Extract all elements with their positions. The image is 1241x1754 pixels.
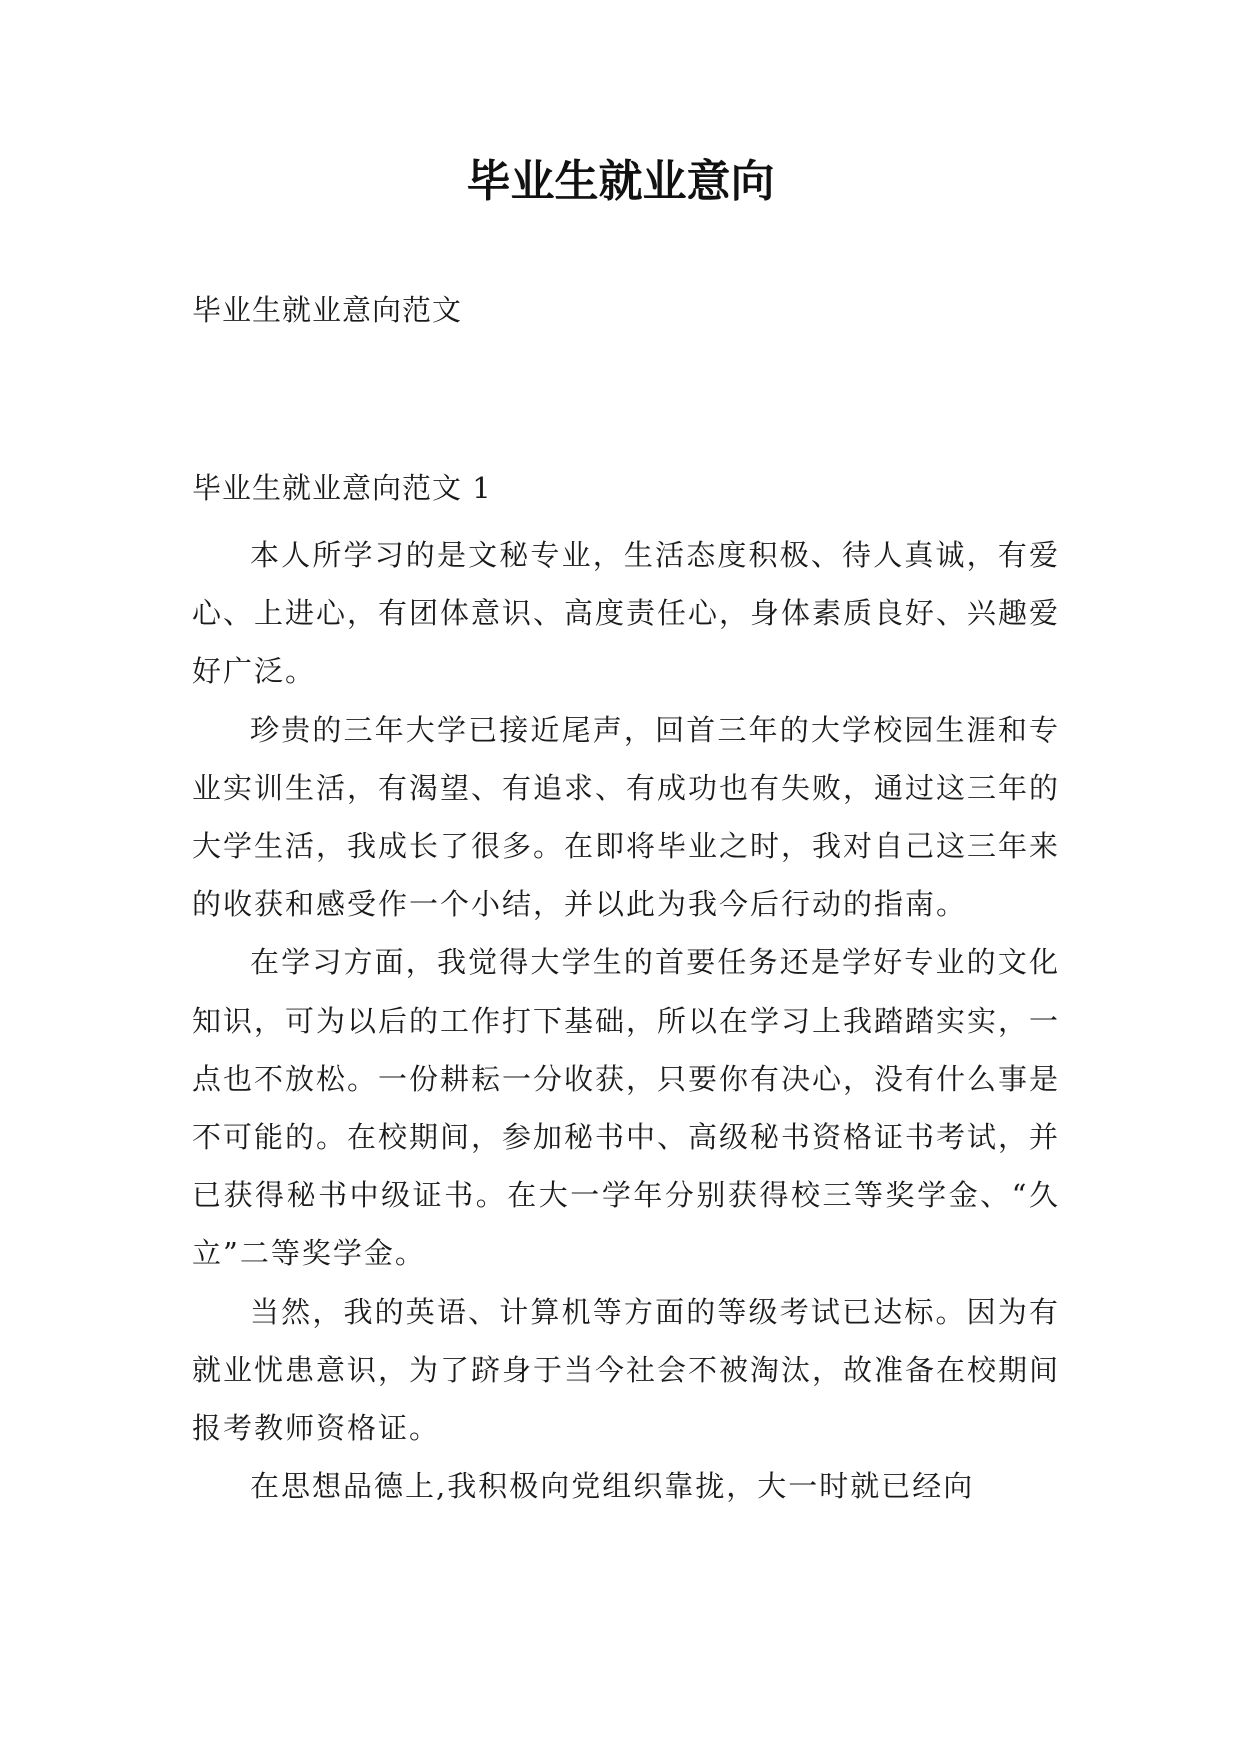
paragraph: 当然，我的英语、计算机等方面的等级考试已达标。因为有就业忧患意识，为了跻身于当今社会不被淘汰，故准备在校期间报考教师资格证。 xyxy=(192,1294,1061,1446)
document-subtitle: 毕业生就业意向范文 xyxy=(192,293,463,327)
section-heading: 毕业生就业意向范文 1 xyxy=(192,471,492,505)
paragraph: 在学习方面，我觉得大学生的首要任务还是学好专业的文化知识，可为以后的工作打下基础，所以在学习上我踏踏实实，一点也不放松。一份耕耘一分收获，只要你有决心，没有什么事是不可能的。在校期间，参加秘书中、高级秘书资格证书考试，并已获得秘书中级证书。在大一学年分别获得校三等奖学金、“久立”二等奖学金。 xyxy=(192,945,1061,1271)
paragraph: 本人所学习的是文秘专业，生活态度积极、待人真诚，有爱心、上进心，有团体意识、高度责任心，身体素质良好、兴趣爱好广泛。 xyxy=(192,538,1061,689)
paragraph: 珍贵的三年大学已接近尾声，回首三年的大学校园生涯和专业实训生活，有渴望、有追求、有成功也有失败，通过这三年的大学生活，我成长了很多。在即将毕业之时，我对自己这三年来的收获和感受作一个小结，并以此为我今后行动的指南。 xyxy=(192,712,1061,922)
document-title: 毕业生就业意向 xyxy=(466,156,775,207)
body-text xyxy=(192,526,1060,1515)
paragraph: 在思想品德上,我积极向党组织靠拢，大一时就已经向 xyxy=(250,1469,975,1504)
